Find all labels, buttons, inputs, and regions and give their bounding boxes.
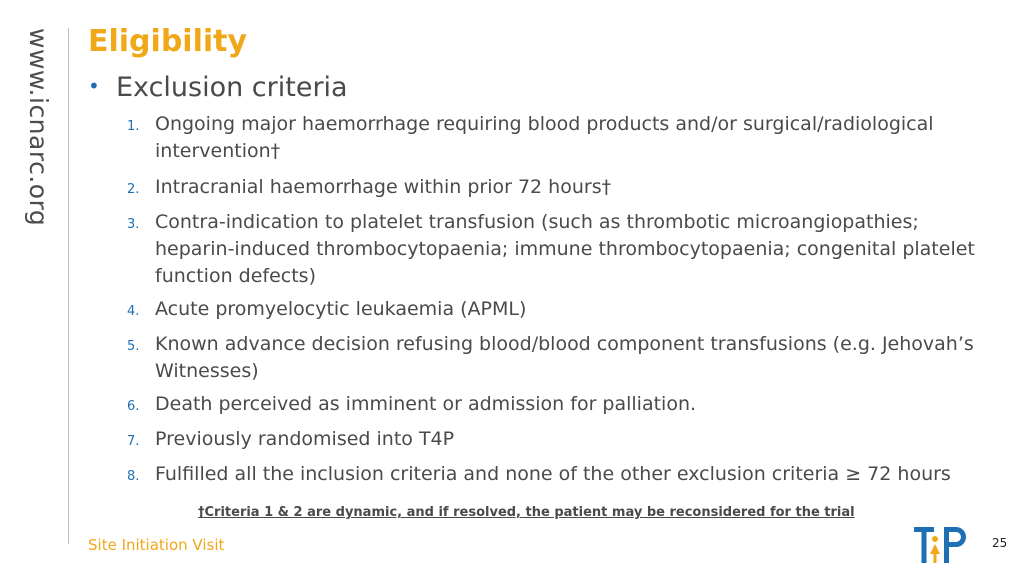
subheading-text: Exclusion criteria: [116, 72, 348, 103]
page-number: 25: [992, 536, 1008, 550]
criterion-number: 5.: [127, 339, 140, 354]
criterion-item: [127, 174, 997, 203]
website-url: www.icnarc.org: [24, 28, 53, 227]
criterion-item: [127, 426, 997, 455]
vertical-divider: [68, 28, 69, 544]
criterion-text: Acute promyelocytic leukaemia (APML): [155, 298, 527, 320]
criterion-text: Fulfilled all the inclusion criteria and none of the other exclusion criteria ≥ 72 hours: [155, 463, 951, 485]
t4p-logo: [912, 524, 968, 566]
footer-label: Site Initiation Visit: [88, 536, 225, 554]
criterion-number: 4.: [127, 304, 140, 319]
subheading: [88, 72, 348, 103]
criterion-number: 3.: [127, 217, 140, 232]
criterion-text: Ongoing major haemorrhage requiring blood products and/or surgical/radiological intervention†: [155, 113, 934, 162]
criterion-number: 6.: [127, 399, 140, 414]
criterion-text: Known advance decision refusing blood/blood component transfusions (e.g. Jehovah’s Witnesses): [155, 333, 974, 382]
criterion-text: Death perceived as imminent or admission for palliation.: [155, 393, 697, 415]
criterion-number: 7.: [127, 434, 140, 449]
footnote: †Criteria 1 & 2 are dynamic, and if resolved, the patient may be reconsidered for the trial: [198, 505, 855, 520]
slide-title: Eligibility: [88, 24, 248, 59]
bullet-icon: •: [88, 74, 100, 98]
criterion-item: [127, 331, 997, 385]
criterion-number: 2.: [127, 182, 140, 197]
criterion-text: Contra-indication to platelet transfusion (such as thrombotic microangiopathies; heparin-induced thrombocytopaenia; immune thrombocytopaenia; congenital platelet function defects): [155, 211, 975, 287]
criterion-item: [127, 296, 997, 325]
criterion-number: 1.: [127, 119, 140, 134]
criterion-text: Previously randomised into T4P: [155, 428, 455, 450]
criterion-item: [127, 111, 997, 165]
exclusion-criteria-list: [127, 111, 997, 490]
criterion-number: 8.: [127, 469, 140, 484]
criterion-item: [127, 209, 997, 290]
criterion-item: [127, 461, 997, 490]
criterion-item: [127, 391, 997, 420]
criterion-text: Intracranial haemorrhage within prior 72 hours†: [155, 176, 612, 198]
